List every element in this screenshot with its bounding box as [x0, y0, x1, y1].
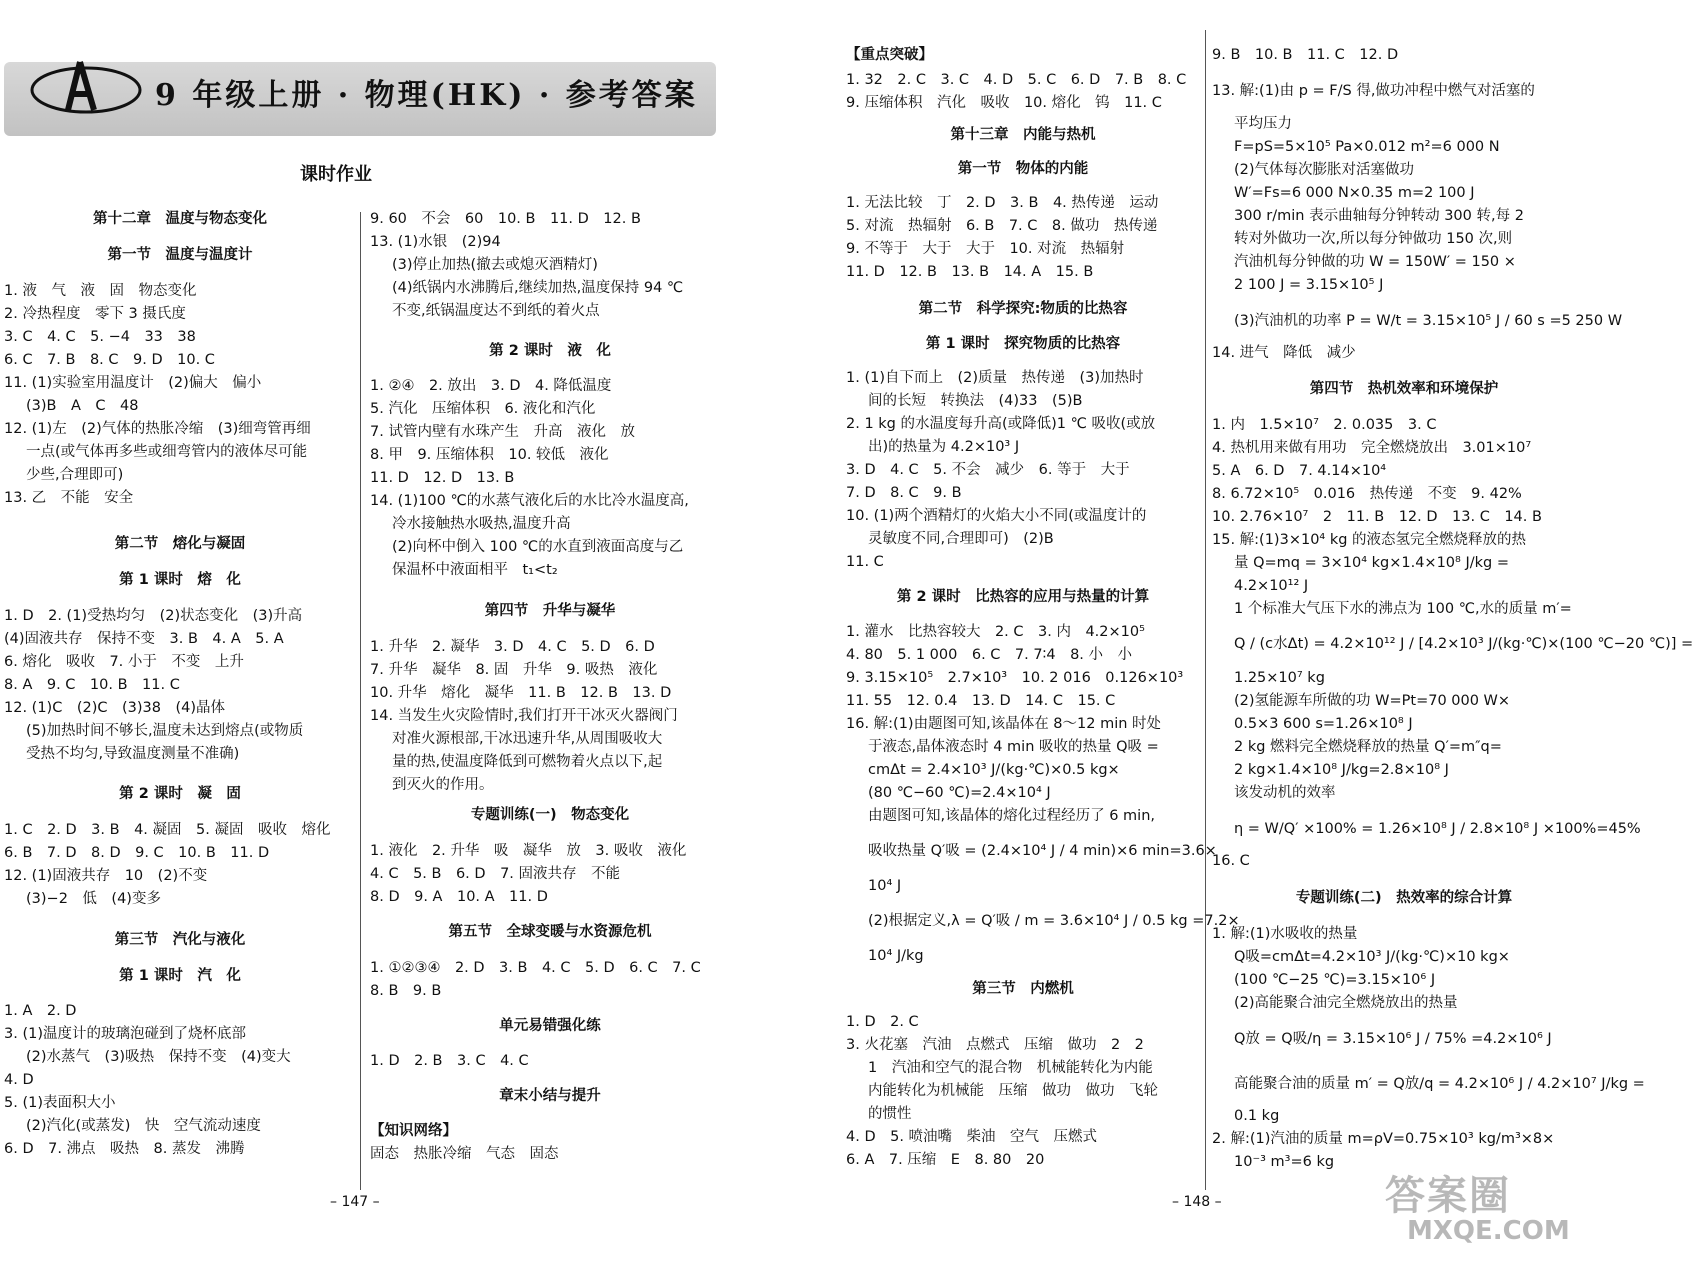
answer-line: 6. D 7. 沸点 吸热 8. 蒸发 沸腾: [4, 1141, 245, 1157]
answer-line: 14. (1)100 ℃的水蒸气液化后的水比冷水温度高,: [370, 493, 689, 509]
section-heading: 单元易错强化练: [499, 1018, 601, 1034]
answer-line: (4)纸锅内水沸腾后,继续加热,温度保持 94 ℃: [392, 280, 684, 296]
answer-line: 14. 进气 降低 减少: [1212, 345, 1356, 361]
answer-line: 1. (1)自下而上 (2)质量 热传递 (3)加热时: [846, 370, 1144, 386]
answer-line: 8. D 9. A 10. A 11. D: [370, 889, 548, 905]
answer-line: 2. 冷热程度 零下 3 摄氏度: [4, 306, 186, 322]
section-heading: 第十二章 温度与物态变化: [93, 211, 267, 227]
answer-line: (100 ℃−25 ℃)=3.15×10⁶ J: [1234, 972, 1436, 988]
answer-line: 1. ②④ 2. 放出 3. D 4. 降低温度: [370, 378, 612, 394]
answer-line: (3)B A C 48: [26, 398, 139, 414]
answer-line: 5. (1)表面积大小: [4, 1095, 116, 1111]
answer-line: 10. (1)两个酒精灯的火焰大小不同(或温度计的: [846, 508, 1147, 524]
logo-icon: [28, 56, 148, 120]
answer-line: 1. 无法比较 丁 2. D 3. B 4. 热传递 运动: [846, 195, 1159, 211]
section-heading: 第五节 全球变暖与水资源危机: [448, 924, 652, 940]
answer-line: 1. 解:(1)水吸收的热量: [1212, 926, 1358, 942]
answer-line: (2)高能聚合油完全燃烧放出的热量: [1234, 995, 1458, 1011]
answer-line: η = W/Q′ ×100% = 1.26×10⁸ J / 2.8×10⁸ J ×100%=45%: [1234, 821, 1641, 837]
answer-line: 平均压力: [1234, 116, 1292, 132]
answer-line: 7. 试管内壁有水珠产生 升高 液化 放: [370, 424, 635, 440]
answer-line: 5. A 6. D 7. 4.14×10⁴: [1212, 463, 1387, 479]
answer-line: 1. 32 2. C 3. C 4. D 5. C 6. D 7. B 8. C: [846, 72, 1187, 88]
answer-line: 间的长短 转换法 (4)33 (5)B: [868, 393, 1083, 409]
column-divider-left: [360, 212, 361, 1190]
answer-line: 3. D 4. C 5. 不会 减少 6. 等于 大于: [846, 462, 1130, 478]
answer-line: 转对外做功一次,所以每分钟做功 150 次,则: [1234, 231, 1513, 247]
answer-line: 11. C: [846, 554, 884, 570]
answer-line: 8. A 9. C 10. B 11. C: [4, 677, 180, 693]
answer-line: (2)水蒸气 (3)吸热 保持不变 (4)变大: [26, 1049, 291, 1065]
answer-line: 1.25×10⁷ kg: [1234, 670, 1325, 686]
answer-line: 9. 不等于 大于 大于 10. 对流 热辐射: [846, 241, 1125, 257]
answer-line: 一点(或气体再多些或细弯管内的液体尽可能: [26, 444, 308, 460]
answer-line: 冷水接触热水吸热,温度升高: [392, 516, 571, 532]
section-heading: 第 2 课时 凝 固: [119, 786, 241, 802]
answer-line: 少些,合理即可): [26, 467, 124, 483]
answer-line: 7. 升华 凝华 8. 固 升华 9. 吸热 液化: [370, 662, 658, 678]
section-heading: 第二节 熔化与凝固: [114, 536, 246, 552]
answer-line: 15. 解:(1)3×10⁴ kg 的液态氢完全燃烧释放的热: [1212, 532, 1527, 548]
section-heading: 第二节 科学探究:物质的比热容: [918, 301, 1128, 317]
section-heading: 第一节 温度与温度计: [107, 247, 253, 263]
answer-line: 由题图可知,该晶体的熔化过程经历了 6 min,: [868, 808, 1156, 824]
answer-line: 灵敏度不同,合理即可) (2)B: [868, 531, 1054, 547]
answer-line: 9. 60 不会 60 10. B 11. D 12. B: [370, 211, 641, 227]
answer-line: 于液态,晶体液态时 4 min 吸收的热量 Q吸 =: [868, 739, 1159, 755]
answer-line: 7. D 8. C 9. B: [846, 485, 962, 501]
page-number-left: – 147 –: [330, 1194, 380, 1210]
answer-line: 13. 乙 不能 安全: [4, 490, 134, 506]
answer-line: 1. ①②③④ 2. D 3. B 4. C 5. D 6. C 7. C: [370, 960, 701, 976]
answer-line: 10⁴ J: [868, 878, 902, 894]
answer-line: 1. 升华 2. 凝华 3. D 4. C 5. D 6. D: [370, 639, 655, 655]
answer-line: 6. B 7. D 8. D 9. C 10. B 11. D: [4, 845, 270, 861]
answer-line: 保温杯中液面相平 t₁<t₂: [392, 562, 558, 578]
answer-line: 11. 55 12. 0.4 13. D 14. C 15. C: [846, 693, 1116, 709]
answer-line: 2. 解:(1)汽油的质量 m=ρV=0.75×10³ kg/m³×8×: [1212, 1131, 1555, 1147]
answer-line: W′=Fs=6 000 N×0.35 m=2 100 J: [1234, 185, 1475, 201]
watermark-url: MXQE.COM: [1407, 1216, 1570, 1246]
answer-line: 0.5×3 600 s=1.26×10⁸ J: [1234, 716, 1413, 732]
answer-line: 6. 熔化 吸收 7. 小于 不变 上升: [4, 654, 244, 670]
answer-line: 2. 1 kg 的水温度每升高(或降低)1 ℃ 吸收(或放: [846, 416, 1156, 432]
answer-line: 【知识网络】: [370, 1123, 457, 1139]
column-divider-right: [1205, 30, 1206, 1190]
watermark-text: 答案圈: [1385, 1173, 1511, 1219]
answer-line: Q吸=cmΔt=4.2×10³ J/(kg·℃)×10 kg×: [1234, 949, 1510, 965]
answer-line: 12. (1)左 (2)气体的热胀冷缩 (3)细弯管再细: [4, 421, 311, 437]
answer-line: 8. 6.72×10⁵ 0.016 热传递 不变 9. 42%: [1212, 486, 1522, 502]
answer-line: 5. 对流 热辐射 6. B 7. C 8. 做功 热传递: [846, 218, 1158, 234]
answer-line: (2)氢能源车所做的功 W=Pt=70 000 W×: [1234, 693, 1511, 709]
answer-line: Q / (c水Δt) = 4.2×10¹² J / [4.2×10³ J/(kg·℃)×(100 ℃−20 ℃)] =: [1234, 636, 1693, 652]
answer-line: (2)汽化(或蒸发) 快 空气流动速度: [26, 1118, 261, 1134]
answer-line: 1. 内 1.5×10⁷ 2. 0.035 3. C: [1212, 417, 1437, 433]
answer-line: 13. (1)水银 (2)94: [370, 234, 501, 250]
answer-line: 1. C 2. D 3. B 4. 凝固 5. 凝固 吸收 熔化: [4, 822, 331, 838]
answer-line: 固态 热胀冷缩 气态 固态: [370, 1146, 559, 1162]
section-heading: 第 1 课时 探究物质的比热容: [925, 336, 1121, 352]
page-title: 9 年级上册 · 物理(HK) · 参考答案: [155, 78, 698, 113]
answer-line: 1. D 2. C: [846, 1014, 919, 1030]
section-heading: 专题训练(二) 热效率的综合计算: [1295, 890, 1513, 906]
answer-line: (2)根据定义,λ = Q′吸 / m = 3.6×10⁴ J / 0.5 kg =7.2×: [868, 913, 1240, 929]
answer-line: (80 ℃−60 ℃)=2.4×10⁴ J: [868, 785, 1051, 801]
answer-line: 14. 当发生火灾险情时,我们打开干冰灭火器阀门: [370, 708, 678, 724]
section-heading: 第 1 课时 熔 化: [119, 572, 241, 588]
answer-line: 4. 80 5. 1 000 6. C 7. 7∶4 8. 小 小: [846, 647, 1133, 663]
answer-line: 吸收热量 Q′吸 = (2.4×10⁴ J / 4 min)×6 min=3.6×: [868, 843, 1217, 859]
section-heading: 专题训练(一) 物态变化: [470, 807, 630, 823]
answer-line: 11. D 12. B 13. B 14. A 15. B: [846, 264, 1094, 280]
answer-line: 9. 3.15×10⁵ 2.7×10³ 10. 2 016 0.126×10³: [846, 670, 1184, 686]
answer-line: 6. C 7. B 8. C 9. D 10. C: [4, 352, 215, 368]
section-heading: 章末小结与提升: [499, 1088, 601, 1104]
answer-line: 1. 液 气 液 固 物态变化: [4, 283, 197, 299]
answer-line: (3)−2 低 (4)变多: [26, 891, 161, 907]
answer-line: 4.2×10¹² J: [1234, 578, 1309, 594]
answer-line: 16. C: [1212, 853, 1250, 869]
answer-line: 2 100 J = 3.15×10⁵ J: [1234, 277, 1384, 293]
answer-line: 9. 压缩体积 汽化 吸收 10. 熔化 钨 11. C: [846, 95, 1162, 111]
answer-line: 内能转化为机械能 压缩 做功 做功 飞轮: [868, 1083, 1158, 1099]
answer-line: 10⁻³ m³=6 kg: [1234, 1154, 1335, 1170]
section-heading: 第三节 内燃机: [972, 981, 1074, 997]
answer-line: 到灭火的作用。: [392, 777, 494, 793]
section-heading: 第三节 汽化与液化: [114, 932, 246, 948]
answer-line: 1. 灌水 比热容较大 2. C 3. 内 4.2×10⁵: [846, 624, 1145, 640]
section-heading: 第四节 升华与凝华: [484, 603, 616, 619]
section-heading: 第十三章 内能与热机: [950, 127, 1096, 143]
answer-line: 的惯性: [868, 1106, 912, 1122]
answer-line: 4. C 5. B 6. D 7. 固液共存 不能: [370, 866, 621, 882]
answer-line: 300 r/min 表示曲轴每分钟转动 300 转,每 2: [1234, 208, 1524, 224]
answer-line: 3. 火花塞 汽油 点燃式 压缩 做功 2 2: [846, 1037, 1144, 1053]
answer-line: 2 kg×1.4×10⁸ J/kg=2.8×10⁸ J: [1234, 762, 1449, 778]
answer-line: 12. (1)固液共存 10 (2)不变: [4, 868, 208, 884]
section-heading: 第一节 物体的内能: [957, 161, 1089, 177]
answer-line: (3)停止加热(撤去或熄灭酒精灯): [392, 257, 598, 273]
answer-line: 2 kg 燃料完全燃烧释放的热量 Q′=m″q=: [1234, 739, 1502, 755]
section-heading: 第 2 课时 比热容的应用与热量的计算: [896, 589, 1150, 605]
answer-line: 受热不均匀,导致温度测量不准确): [26, 746, 240, 762]
answer-line: 量 Q=mq = 3×10⁴ kg×1.4×10⁸ J/kg =: [1234, 555, 1509, 571]
answer-line: 13. 解:(1)由 p = F/S 得,做功冲程中燃气对活塞的: [1212, 83, 1535, 99]
answer-line: 出)的热量为 4.2×10³ J: [868, 439, 1020, 455]
answer-line: 8. 甲 9. 压缩体积 10. 较低 液化: [370, 447, 609, 463]
answer-line: 1. D 2. B 3. C 4. C: [370, 1053, 529, 1069]
page-number-right: – 148 –: [1172, 1194, 1222, 1210]
answer-line: 0.1 kg: [1234, 1108, 1280, 1124]
answer-line: 高能聚合油的质量 m′ = Q放/q = 4.2×10⁶ J / 4.2×10⁷ J/kg =: [1234, 1076, 1645, 1092]
answer-line: 5. 汽化 压缩体积 6. 液化和汽化: [370, 401, 596, 417]
answer-line: 不变,纸锅温度达不到纸的着火点: [392, 303, 600, 319]
answer-line: 10. 升华 熔化 凝华 11. B 12. B 13. D: [370, 685, 672, 701]
answer-line: 该发动机的效率: [1234, 785, 1336, 801]
answer-line: 1 个标准大气压下水的沸点为 100 ℃,水的质量 m′=: [1234, 601, 1572, 617]
watermark: [1385, 1170, 1590, 1256]
section-heading: 第四节 热机效率和环境保护: [1309, 381, 1499, 397]
section-heading: 第 2 课时 液 化: [489, 343, 611, 359]
answer-line: (4)固液共存 保持不变 3. B 4. A 5. A: [4, 631, 284, 647]
answer-line: 对准火源根部,干冰迅速升华,从周围吸收大: [392, 731, 663, 747]
answer-line: (5)加热时间不够长,温度未达到熔点(或物质: [26, 723, 304, 739]
answer-line: Q放 = Q吸/η = 3.15×10⁶ J / 75% =4.2×10⁶ J: [1234, 1031, 1552, 1047]
answer-line: 4. D 5. 喷油嘴 柴油 空气 压燃式: [846, 1129, 1098, 1145]
answer-line: 1 汽油和空气的混合物 机械能转化为内能: [868, 1060, 1153, 1076]
answer-line: 1. 液化 2. 升华 吸 凝华 放 3. 吸收 液化: [370, 843, 687, 859]
answer-line: F=pS=5×10⁵ Pa×0.012 m²=6 000 N: [1234, 139, 1500, 155]
answer-line: 4. 热机用来做有用功 完全燃烧放出 3.01×10⁷: [1212, 440, 1532, 456]
answer-line: 6. A 7. 压缩 E 8. 80 20: [846, 1152, 1045, 1168]
answer-line: 汽油机每分钟做的功 W = 150W′ = 150 ×: [1234, 254, 1516, 270]
answer-line: 9. B 10. B 11. C 12. D: [1212, 47, 1399, 63]
answer-line: (2)向杯中倒入 100 ℃的水直到液面高度与乙: [392, 539, 684, 555]
answer-line: 11. (1)实验室用温度计 (2)偏大 偏小: [4, 375, 262, 391]
answer-line: 3. C 4. C 5. −4 33 38: [4, 329, 196, 345]
answer-line: 8. B 9. B: [370, 983, 442, 999]
answer-line: 11. D 12. D 13. B: [370, 470, 515, 486]
answer-line: 12. (1)C (2)C (3)38 (4)晶体: [4, 700, 226, 716]
answer-line: 3. (1)温度计的玻璃泡碰到了烧杯底部: [4, 1026, 246, 1042]
answer-line: 1. D 2. (1)受热均匀 (2)状态变化 (3)升高: [4, 608, 303, 624]
section-title: 课时作业: [300, 164, 372, 185]
section-heading: 第 1 课时 汽 化: [119, 968, 241, 984]
answer-line: (3)汽油机的功率 P = W/t = 3.15×10⁵ J / 60 s =5 250 W: [1234, 313, 1623, 329]
answer-line: 【重点突破】: [846, 47, 933, 63]
answer-line: 16. 解:(1)由题图可知,该晶体在 8～12 min 时处: [846, 716, 1162, 732]
answer-line: (2)气体每次膨胀对活塞做功: [1234, 162, 1415, 178]
answer-line: 10. 2.76×10⁷ 2 11. B 12. D 13. C 14. B: [1212, 509, 1542, 525]
answer-line: cmΔt = 2.4×10³ J/(kg·℃)×0.5 kg×: [868, 762, 1120, 778]
answer-line: 量的热,使温度降低到可燃物着火点以下,起: [392, 754, 663, 770]
answer-line: 1. A 2. D: [4, 1003, 77, 1019]
answer-line: 10⁴ J/kg: [868, 948, 924, 964]
answer-line: 4. D: [4, 1072, 34, 1088]
